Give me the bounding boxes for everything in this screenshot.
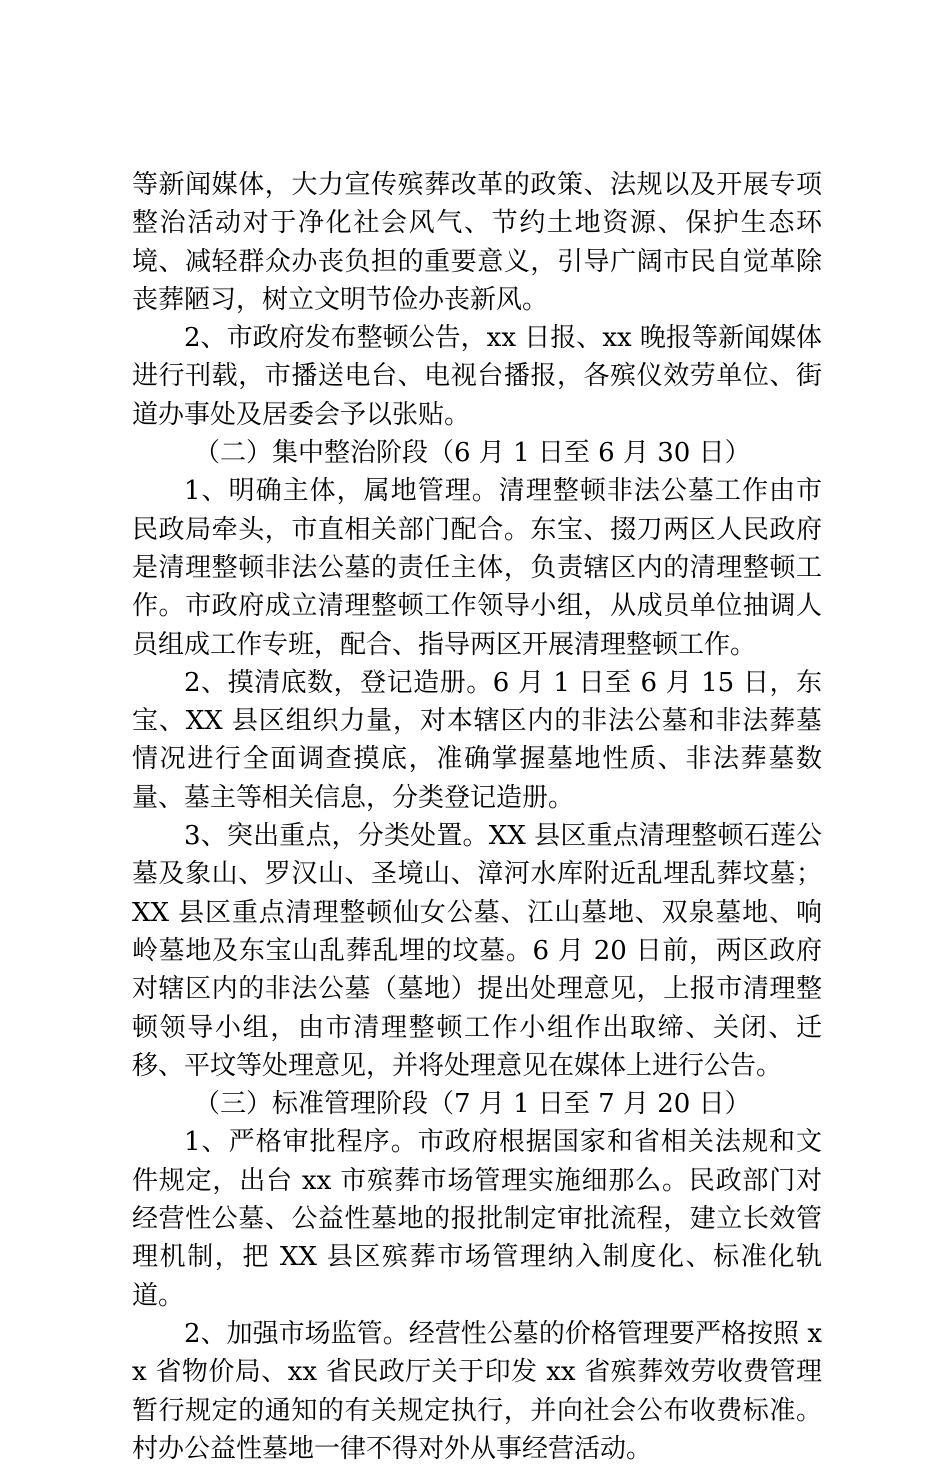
paragraph-item-3-disposal: 3、突出重点，分类处置。XX 县区重点清理整顿石莲公墓及象山、罗汉山、圣境山、漳河水库附近乱埋乱葬坟墓；XX 县区重点清理整顿仙女公墓、江山墓地、双泉墓地、响岭墓地及东宝山乱葬乱埋的坟墓。6 月 20 日前，两区政府对辖区内的非法公墓（墓地）提出处理意见，上报市清理整顿领导小组，由市清理整顿工作小组作出取缔、关闭、迁移、平坟等处理意见，并将处理意见在媒体上进行公告。 [132, 821, 822, 1081]
paragraph-item-1-approval: 1、严格审批程序。市政府根据国家和省相关法规和文件规定，出台 xx 市殡葬市场管理实施细那么。民政部门对经营性公墓、公益性墓地的报批制定审批流程，建立长效管理机制，把 XX 县区殡葬市场管理纳入制度化、标准化轨道。 [132, 1127, 822, 1311]
paragraph-item-2-registration: 2、摸清底数，登记造册。6 月 1 日至 6 月 15 日，东宝、XX 县区组织力量，对本辖区内的非法公墓和非法葬墓情况进行全面调查摸底，准确掌握墓地性质、非法葬墓数量、墓主等相关信息，分类登记造册。 [132, 667, 822, 813]
document-body [132, 166, 822, 1468]
paragraph-item-2-announcement: 2、市政府发布整顿公告，xx 日报、xx 晚报等新闻媒体进行刊载，市播送电台、电视台播报，各殡仪效劳单位、街道办事处及居委会予以张贴。 [132, 323, 822, 430]
section-heading-2: （二）集中整治阶段（6 月 1 日至 6 月 30 日） [194, 438, 751, 469]
section-heading-3: （三）标准管理阶段（7 月 1 日至 7 月 20 日） [194, 1089, 751, 1120]
paragraph-item-1-subject: 1、明确主体，属地管理。清理整顿非法公墓工作由市民政局牵头，市直相关部门配合。东宝、掇刀两区人民政府是清理整顿非法公墓的责任主体，负责辖区内的清理整顿工作。市政府成立清理整顿工作领导小组，从成员单位抽调人员组成工作专班，配合、指导两区开展清理整顿工作。 [132, 476, 822, 660]
paragraph-continuation: 等新闻媒体，大力宣传殡葬改革的政策、法规以及开展专项整治活动对于净化社会风气、节约土地资源、保护生态环境、减轻群众办丧负担的重要意义，引导广阔市民自觉革除丧葬陋习，树立文明节俭办丧新风。 [132, 170, 822, 315]
paragraph-item-2-supervision: 2、加强市场监管。经营性公墓的价格管理要严格按照 xx 省物价局、xx 省民政厅关于印发 xx 省殡葬效劳收费管理暂行规定的通知的有关规定执行，并向社会公布收费标准。村办公益性墓地一律不得对外从事经营活动。 [132, 1318, 822, 1464]
